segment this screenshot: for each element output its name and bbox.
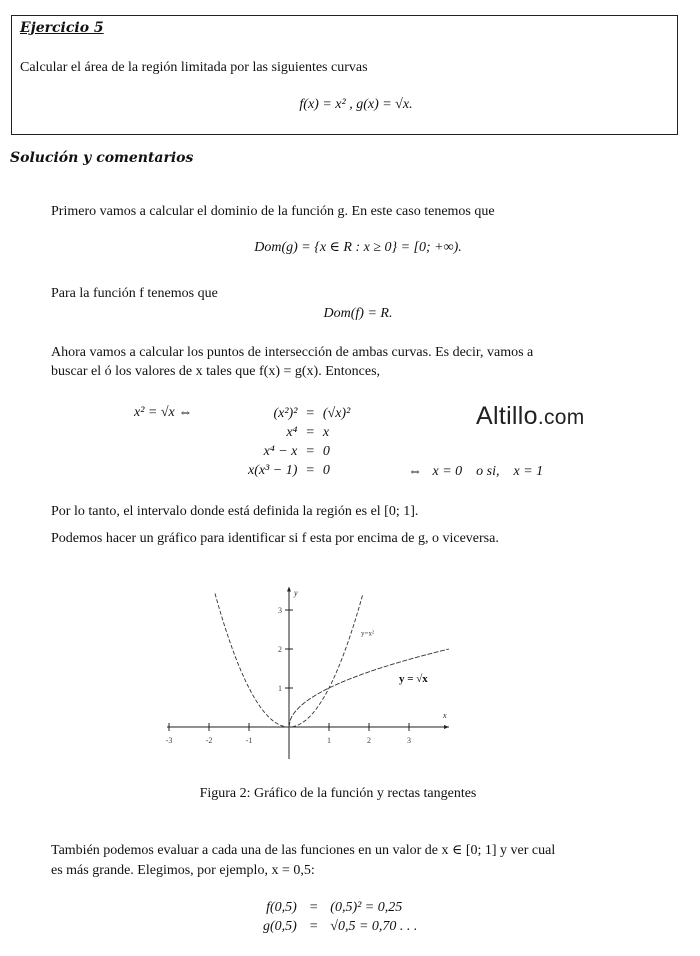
paragraph-dominio-f: Para la función f tenemos que [51,286,218,301]
paragraph-interseccion-2: buscar el ó los valores de x tales que f(x) = g(x). Entonces, [51,364,381,379]
evaluation-lhs: g(0,5) [263,919,297,934]
derivation-row [244,423,354,442]
derivation-eq: = [305,463,315,478]
evaluation-row [259,917,421,936]
evaluation-eq: = [308,900,319,915]
derivation-rhs: 0 [322,463,330,478]
derivation-eq: = [305,406,315,421]
function-plot [160,575,460,765]
exercise-title: Ejercicio 5 [20,20,104,36]
altillo-watermark [476,402,585,431]
watermark-suffix: .com [537,406,585,429]
plot-labels [166,589,447,746]
derivation-row [244,442,354,461]
derivation-row [244,404,354,423]
y-tick-label: 3 [278,606,282,615]
derivation-eq: = [305,444,315,459]
paragraph-evaluar-1: También podemos evaluar a cada una de las funciones en un valor de x ∈ [0; 1] y ver cual [51,843,556,858]
y-axis-label: y [294,588,298,598]
derivation-rhs: 0 [322,444,330,459]
sqrt-label: y = √x [399,673,428,686]
x-tick-label: 3 [407,736,411,745]
evaluation-rhs: (0,5)² = 0,25 [330,900,403,915]
x-tick-label: -1 [245,736,253,745]
evaluation-row [259,898,421,917]
paragraph-intervalo: Por lo tanto, el intervalo donde está definida la región es el [0; 1]. [51,504,419,519]
derivation-eq: = [305,425,315,440]
x-tick-label: -3 [165,736,173,745]
paragraph-dominio-g: Primero vamos a calcular el dominio de la función g. En este caso tenemos que [51,204,495,219]
x-tick-label: 1 [327,736,331,745]
y-tick-label: 1 [278,684,282,693]
solution-heading: Solución y comentarios [10,150,194,166]
paragraph-grafico: Podemos hacer un gráfico para identificar si f esta por encima de g, o viceversa. [51,531,499,546]
paragraph-evaluar-2: es más grande. Elegimos, por ejemplo, x = 0,5: [51,863,315,878]
derivation-result: ⇔ x = 0 o si, x = 1 [408,464,544,479]
derivation-lhs: (x²)² [273,406,298,421]
evaluation-rhs: √0,5 = 0,70 . . . [330,919,418,934]
evaluation-table [259,898,421,936]
derivation-rhs: x [322,425,330,440]
x-axis-label: x [443,711,447,720]
equation-dom-g: Dom(g) = {x ∈ R : x ≥ 0} = [0; +∞). [254,240,462,255]
x-tick-label: 2 [367,736,371,745]
x-tick-label: -2 [205,736,213,745]
evaluation-eq: = [308,919,319,934]
exercise-curves: f(x) = x² , g(x) = √x. [299,97,413,112]
x-axis-arrow [444,725,449,729]
y-axis-arrow [287,587,291,592]
derivation-lhs: x⁴ − x [263,444,298,459]
watermark-main: Altillo [476,402,538,430]
derivation-rhs: (√x)² [322,406,351,421]
derivation-lhs: x⁴ [286,425,298,440]
parabola-label: y=x² [361,629,375,638]
y-tick-label: 2 [278,645,282,654]
equation-dom-f: Dom(f) = R. [323,306,393,321]
derivation-start: x² = √x ⇔ [134,405,193,420]
derivation-row [244,461,354,480]
sqrt-curve [289,649,449,727]
plot-curves [215,594,449,727]
exercise-statement: Calcular el área de la región limitada por las siguientes curvas [20,60,368,75]
evaluation-lhs: f(0,5) [266,900,297,915]
derivation-lhs: x(x³ − 1) [248,463,298,478]
derivation-table [244,404,354,480]
paragraph-interseccion-1: Ahora vamos a calcular los puntos de intersección de ambas curvas. Es decir, vamos a [51,345,534,360]
figure-caption: Figura 2: Gráfico de la función y rectas tangentes [199,786,477,801]
